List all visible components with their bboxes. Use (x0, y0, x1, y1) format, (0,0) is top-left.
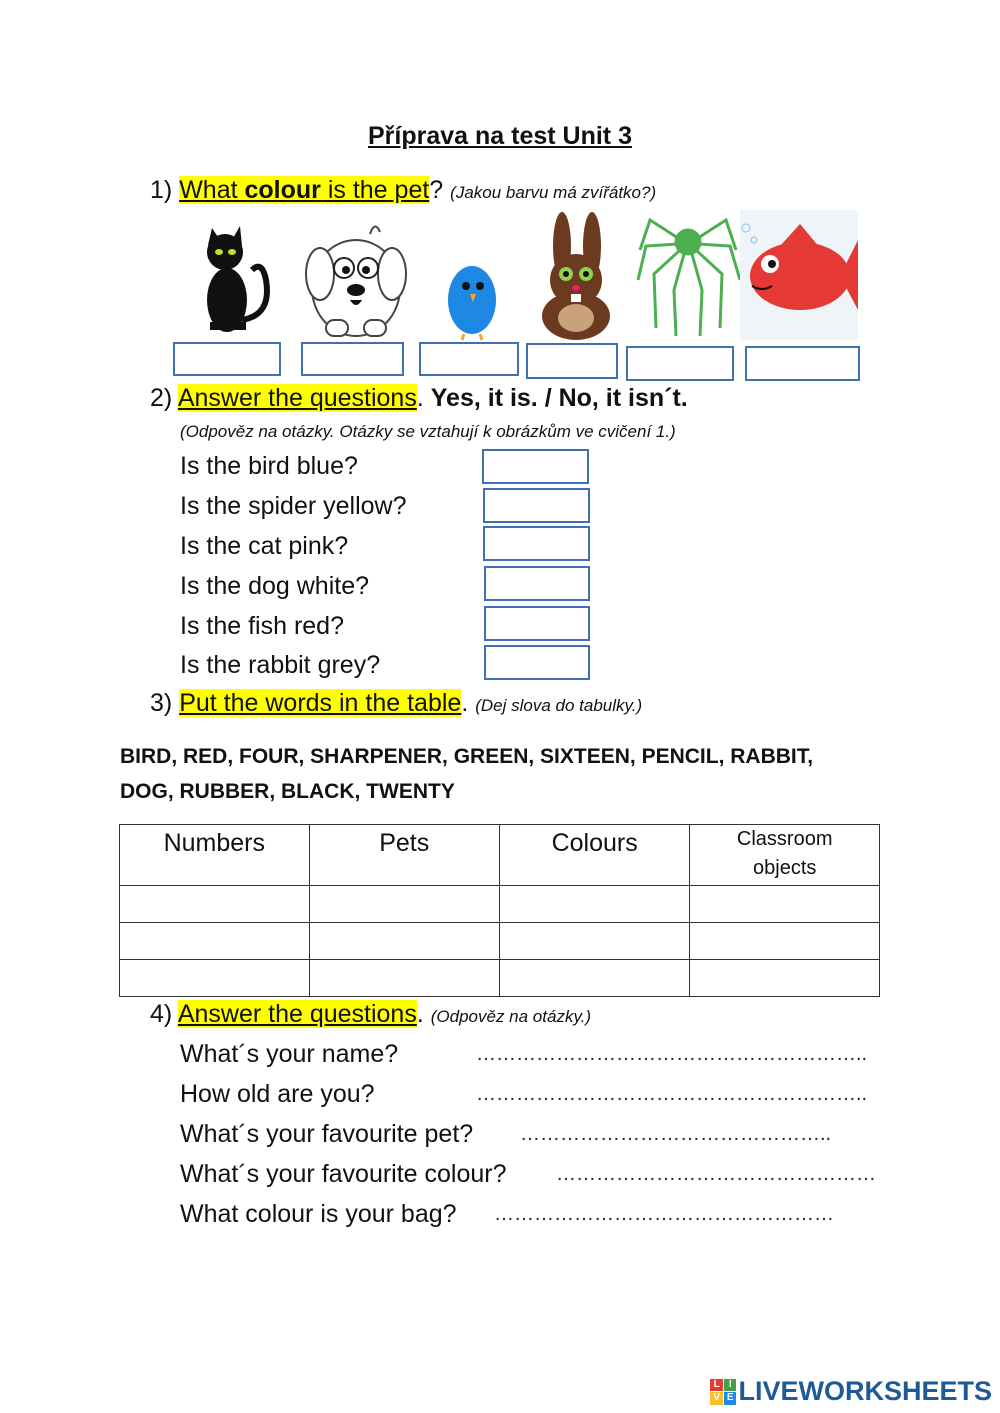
rabbit-colour-answer-box[interactable] (526, 343, 618, 379)
dog-picture (306, 226, 406, 336)
table-cell[interactable] (499, 886, 690, 923)
translation-note: (Odpověz na otázky. Otázky se vztahují k obrázkům ve cvičení 1.) (180, 422, 676, 441)
yes-no-answer-box[interactable] (484, 645, 590, 680)
exercise-3-heading: 3) Put the words in the table. (Dej slova do tabulky.) (150, 689, 643, 717)
yes-no-answer-box[interactable] (483, 526, 590, 561)
exercise-4-heading: 4) Answer the questions. (Odpověz na otázky.) (150, 1000, 592, 1028)
question-text: Is the bird blue? (180, 452, 358, 480)
answer-dotted-line[interactable]: …………………………………………… (494, 1203, 834, 1225)
yes-no-answer-box[interactable] (482, 449, 589, 484)
table-row (120, 960, 880, 997)
table-cell[interactable] (309, 923, 499, 960)
translation-note: (Dej slova do tabulky.) (475, 696, 643, 715)
spider-colour-answer-box[interactable] (626, 346, 734, 381)
answer-dotted-line[interactable]: ………………………………………………….. (476, 1083, 868, 1105)
table-cell[interactable] (309, 960, 499, 997)
fish-picture (740, 210, 858, 340)
exercise-2-heading: 2) Answer the questions. Yes, it is. / No, it isn´t. (150, 384, 688, 412)
highlighted-instruction: Answer the questions (177, 384, 417, 412)
highlighted-instruction: Put the words in the table (179, 689, 462, 717)
sorting-table (119, 824, 880, 997)
table-cell[interactable] (120, 923, 310, 960)
question-text: What´s your name? (180, 1040, 399, 1068)
table-cell[interactable] (499, 923, 690, 960)
column-header-pets: Pets (309, 825, 499, 886)
bird-picture (448, 266, 496, 340)
question-text: Is the cat pink? (180, 532, 349, 560)
logo-text: LIVEWORKSHEETS (738, 1376, 992, 1406)
word-bank-line: DOG, RUBBER, BLACK, TWENTY (120, 780, 455, 803)
question-text: How old are you? (180, 1080, 375, 1108)
table-cell[interactable] (309, 886, 499, 923)
column-header-classroom-objects: Classroom objects (690, 825, 880, 886)
translation-note: (Jakou barvu má zvířátko?) (450, 183, 657, 202)
column-header-numbers: Numbers (120, 825, 310, 886)
table-cell[interactable] (690, 923, 880, 960)
answer-dotted-line[interactable]: ………………………………………………….. (476, 1043, 868, 1065)
translation-note: (Odpověz na otázky.) (430, 1007, 592, 1026)
pet-pictures (180, 210, 860, 345)
table-cell[interactable] (120, 886, 310, 923)
question-text: What´s your favourite pet? (180, 1120, 474, 1148)
yes-no-answer-box[interactable] (484, 566, 590, 601)
rabbit-picture (542, 212, 610, 340)
question-text: Is the rabbit grey? (180, 651, 381, 679)
answer-pattern: Yes, it is. / No, it isn´t. (430, 384, 688, 412)
highlighted-instruction: What colour is the pet (179, 176, 430, 204)
cat-picture (207, 226, 267, 332)
word-bank-line: BIRD, RED, FOUR, SHARPENER, GREEN, SIXTEEN, PENCIL, RABBIT, (120, 745, 814, 768)
yes-no-answer-box[interactable] (483, 488, 590, 523)
table-header-row (120, 825, 880, 886)
yes-no-answer-box[interactable] (484, 606, 590, 641)
question-text: Is the dog white? (180, 572, 370, 600)
question-text: What´s your favourite colour? (180, 1160, 507, 1188)
exercise-1-heading: 1) What colour is the pet? (Jakou barvu má zvířátko?) (150, 176, 657, 204)
spider-picture (638, 220, 740, 336)
exercise-number: 1) (150, 176, 173, 204)
column-header-colours: Colours (499, 825, 690, 886)
question-text: Is the fish red? (180, 612, 344, 640)
table-cell[interactable] (499, 960, 690, 997)
question-text: Is the spider yellow? (180, 492, 407, 520)
table-row (120, 923, 880, 960)
cat-colour-answer-box[interactable] (173, 342, 281, 376)
dog-colour-answer-box[interactable] (301, 342, 404, 376)
answer-dotted-line[interactable]: ………………………………………… (556, 1163, 876, 1185)
bird-colour-answer-box[interactable] (419, 342, 519, 376)
table-cell[interactable] (120, 960, 310, 997)
highlighted-instruction: Answer the questions (177, 1000, 417, 1028)
logo-badge-icon: L I V E (710, 1379, 736, 1405)
table-cell[interactable] (690, 960, 880, 997)
question-text: What colour is your bag? (180, 1200, 457, 1228)
table-cell[interactable] (690, 886, 880, 923)
table-row (120, 886, 880, 923)
liveworksheets-logo (710, 1376, 992, 1407)
fish-colour-answer-box[interactable] (745, 346, 860, 381)
page-title: Příprava na test Unit 3 (368, 122, 632, 150)
answer-dotted-line[interactable]: ……………………………………….. (520, 1123, 832, 1145)
word-bank (120, 739, 880, 809)
